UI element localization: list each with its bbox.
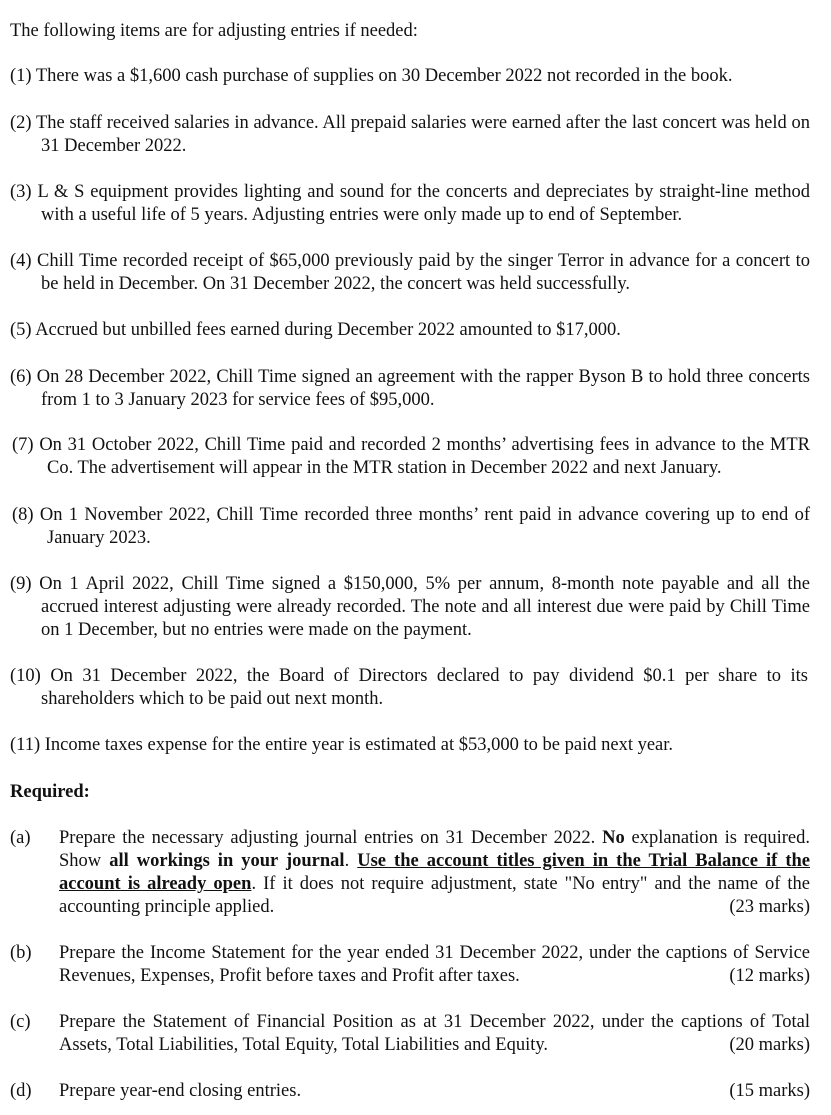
adjustment-item-2 <box>10 112 810 158</box>
requirement-b <box>10 942 810 988</box>
item-text: On 1 April 2022, Chill Time signed a $150,000, 5% per annum, 8-month note payable and all the accrued interest adjusting were already recorded. The note and all interest due were paid by Chill Time on 1 December, but no entries were made on the payment. <box>39 574 810 640</box>
item-text: Income taxes expense for the entire year is estimated at $53,000 to be paid next year. <box>44 735 674 755</box>
item-text: The staff received salaries in advance. All prepaid salaries were earned after the last concert was held on 31 December 2022. <box>35 113 810 156</box>
item-number: (9) <box>10 574 32 594</box>
adjustment-item-7 <box>12 434 810 480</box>
required-heading: Required: <box>10 782 90 802</box>
req-d-text: Prepare year-end closing entries. <box>59 1081 302 1101</box>
item-text: On 1 November 2022, Chill Time recorded three months’ rent paid in advance covering up to end of January 2023. <box>39 505 810 548</box>
req-a-text-4: . If it does not require adjustment, state "No entry" and the name of the accounting principle applied. <box>59 874 810 917</box>
adjustment-item-8 <box>12 504 810 550</box>
adjustment-item-3 <box>10 181 810 227</box>
req-a-text-1: Prepare the necessary adjusting journal entries on 31 December 2022. <box>59 828 596 848</box>
adjustment-item-9 <box>10 573 810 642</box>
item-number: (8) <box>12 505 34 525</box>
adjustment-item-1 <box>10 65 810 88</box>
marks-b: (12 marks) <box>729 966 810 986</box>
adjustment-item-4 <box>10 250 810 296</box>
item-number: (5) <box>10 320 32 340</box>
requirement-letter: (b) <box>10 943 32 963</box>
req-c-text: Prepare the Statement of Financial Position as at 31 December 2022, under the captions of Total Assets, Total Liabilities, Total Equity, Total Liabilities and Equity. <box>59 1012 810 1055</box>
marks-a: (23 marks) <box>729 897 810 917</box>
requirement-letter: (c) <box>10 1012 31 1032</box>
item-text: There was a $1,600 cash purchase of supplies on 30 December 2022 not recorded in the book. <box>35 66 733 86</box>
marks-d: (15 marks) <box>729 1081 810 1101</box>
requirement-letter: (d) <box>10 1081 32 1101</box>
item-text: On 28 December 2022, Chill Time signed an agreement with the rapper Byson B to hold three concerts from 1 to 3 January 2023 for service fees of $95,000. <box>36 367 810 410</box>
requirement-c <box>10 1011 810 1057</box>
item-text: On 31 December 2022, the Board of Directors declared to pay dividend $0.1 per share to its shareholders which to be paid out next month. <box>41 666 809 709</box>
item-text: Accrued but unbilled fees earned during December 2022 amounted to $17,000. <box>35 320 621 340</box>
req-a-text-3: . <box>344 851 350 871</box>
req-b-text: Prepare the Income Statement for the year ended 31 December 2022, under the captions of Service Revenues, Expenses, Profit before taxes and Profit after taxes. <box>59 943 810 986</box>
req-a-bold-no: No <box>602 828 625 848</box>
item-number: (6) <box>10 367 32 387</box>
item-number: (7) <box>12 435 34 455</box>
requirement-d <box>10 1080 810 1103</box>
req-a-bold-workings: all workings in your journal <box>109 851 345 871</box>
req-a-underlined-instruction: Use the account titles given in the Trial Balance if the account is already open <box>59 851 811 894</box>
adjustment-item-10 <box>10 665 808 711</box>
item-number: (3) <box>10 182 32 202</box>
item-text: On 31 October 2022, Chill Time paid and recorded 2 months’ advertising fees in advance to the MTR Co. The advertisement will appear in the MTR station in December 2022 and next January. <box>39 435 810 478</box>
adjustment-item-11 <box>10 734 810 757</box>
item-number: (10) <box>10 666 41 686</box>
item-text: L & S equipment provides lighting and sound for the concerts and depreciates by straight-line method with a useful life of 5 years. Adjusting entries were only made up to end of September. <box>37 182 810 225</box>
item-number: (4) <box>10 251 32 271</box>
req-a-text-2: explanation is required. Show <box>59 828 810 871</box>
adjustment-item-5 <box>10 319 810 342</box>
requirement-a <box>10 827 810 919</box>
item-number: (2) <box>10 113 32 133</box>
item-text: Chill Time recorded receipt of $65,000 previously paid by the singer Terror in advance for a concert to be held in December. On 31 December 2022, the concert was held successfully. <box>36 251 810 294</box>
intro-text: The following items are for adjusting entries if needed: <box>10 21 418 41</box>
item-number: (1) <box>10 66 32 86</box>
requirement-letter: (a) <box>10 828 31 848</box>
marks-c: (20 marks) <box>729 1035 810 1055</box>
item-number: (11) <box>10 735 41 755</box>
adjustment-item-6 <box>10 366 810 412</box>
